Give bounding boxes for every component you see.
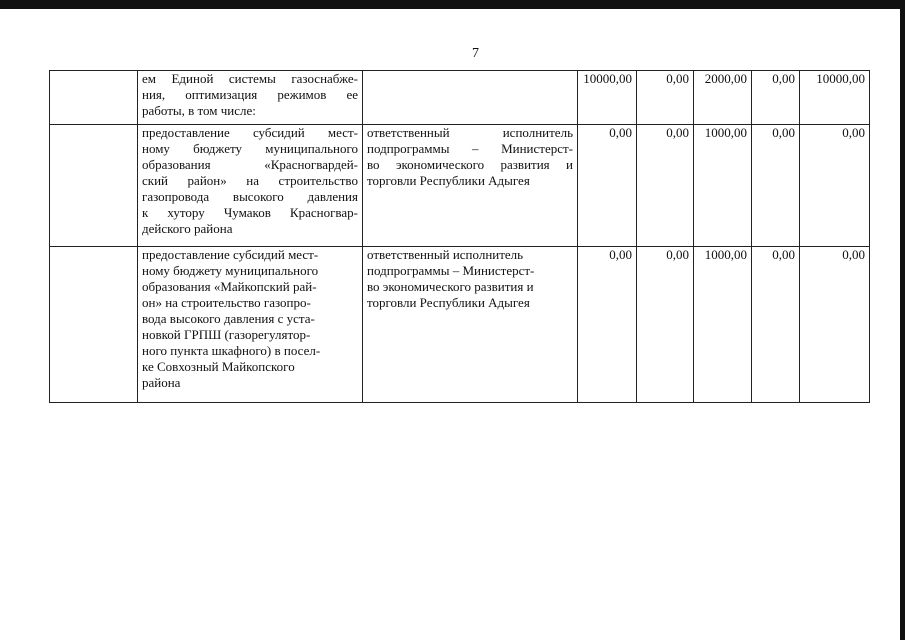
budget-table — [49, 70, 870, 403]
value-cell: 0,00 — [578, 247, 637, 403]
scan-top-border — [0, 0, 905, 9]
value-cell: 0,00 — [752, 71, 800, 125]
description-line: образования «Красногвардей- — [142, 157, 358, 172]
description-cell — [138, 247, 363, 403]
executor-cell — [363, 71, 578, 125]
index-cell — [50, 125, 138, 247]
executor-line: торговли Республики Адыгея — [367, 295, 530, 310]
executor-line: во экономического развития и — [367, 157, 573, 172]
executor-line: подпрограммы – Министерст- — [367, 263, 535, 278]
description-line: к хутору Чумаков Красногвар- — [142, 205, 358, 220]
executor-cell — [363, 247, 578, 403]
description-line: работы, в том числе: — [142, 103, 256, 118]
description-line: новкой ГРПШ (газорегулятор- — [142, 327, 311, 342]
description-line: он» на строительство газопро- — [142, 295, 311, 310]
table-row — [50, 125, 870, 247]
executor-line: ответственный исполнитель — [367, 125, 573, 140]
index-cell — [50, 247, 138, 403]
table-row — [50, 71, 870, 125]
description-line: района — [142, 375, 181, 390]
value-cell: 0,00 — [800, 247, 870, 403]
value-cell: 0,00 — [637, 71, 694, 125]
value-cell: 2000,00 — [694, 71, 752, 125]
value-cell: 0,00 — [637, 125, 694, 247]
description-line: газопровода высокого давления — [142, 189, 358, 204]
description-line: вода высокого давления с уста- — [142, 311, 315, 326]
value-cell: 0,00 — [800, 125, 870, 247]
scan-right-border — [900, 0, 905, 640]
executor-line: подпрограммы – Министерст- — [367, 141, 573, 156]
description-line: образования «Майкопский рай- — [142, 279, 317, 294]
value-cell: 1000,00 — [694, 247, 752, 403]
description-line: ному бюджету муниципального — [142, 141, 358, 156]
description-line: дейского района — [142, 221, 233, 236]
description-line: ному бюджету муниципального — [142, 263, 319, 278]
value-cell: 0,00 — [637, 247, 694, 403]
description-line: ский район» на строительство — [142, 173, 358, 188]
description-line: ем Единой системы газоснабже- — [142, 71, 358, 86]
table-row — [50, 247, 870, 403]
executor-line: ответственный исполнитель — [367, 247, 524, 262]
value-cell: 0,00 — [752, 125, 800, 247]
description-line: предоставление субсидий мест- — [142, 247, 319, 262]
description-cell — [138, 71, 363, 125]
description-line: ке Совхозный Майкопского — [142, 359, 295, 374]
index-cell — [50, 71, 138, 125]
description-line: предоставление субсидий мест- — [142, 125, 358, 140]
executor-line: торговли Республики Адыгея — [367, 173, 530, 188]
value-cell: 0,00 — [752, 247, 800, 403]
executor-cell — [363, 125, 578, 247]
value-cell: 1000,00 — [694, 125, 752, 247]
value-cell: 10000,00 — [800, 71, 870, 125]
description-cell — [138, 125, 363, 247]
value-cell: 10000,00 — [578, 71, 637, 125]
description-line: ного пункта шкафного) в посел- — [142, 343, 321, 358]
executor-line: во экономического развития и — [367, 279, 534, 294]
value-cell: 0,00 — [578, 125, 637, 247]
page-number: 7 — [472, 46, 479, 61]
description-line: ния, оптимизация режимов ее — [142, 87, 358, 102]
